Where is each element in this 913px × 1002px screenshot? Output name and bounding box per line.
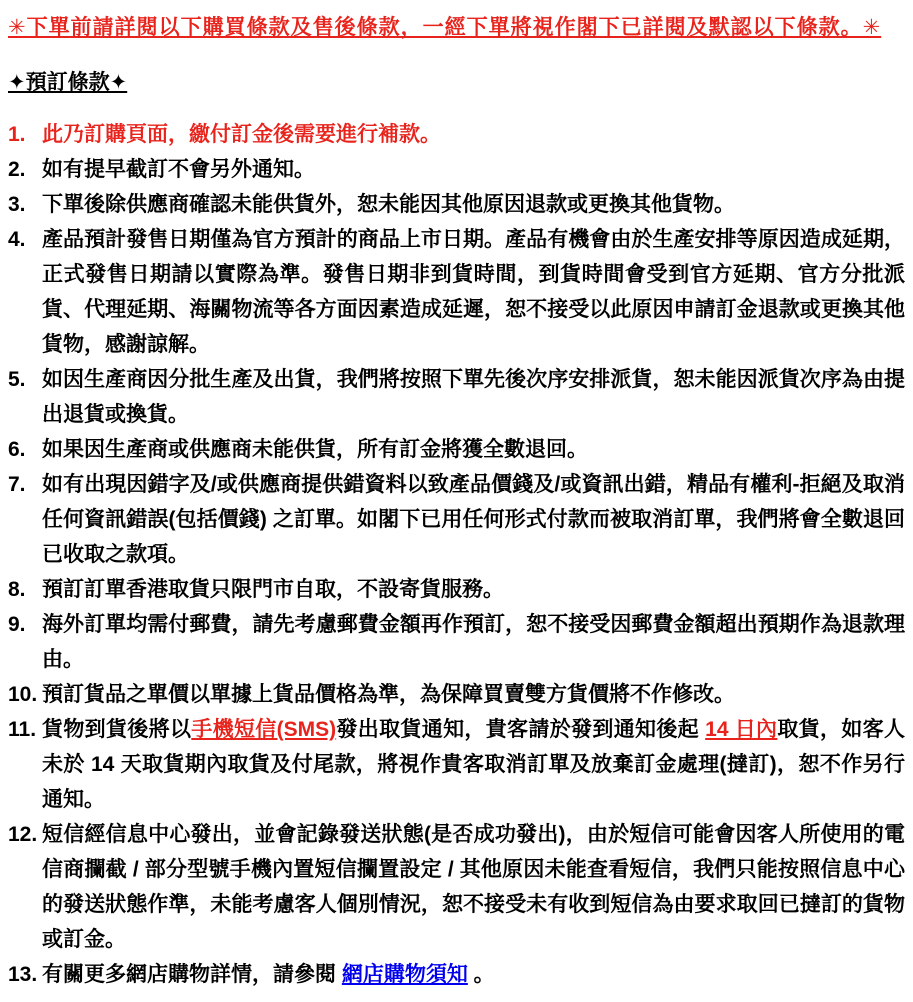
term-item-10 [8, 677, 905, 712]
section-title-preorder-terms: ✦預訂條款✦ [8, 71, 128, 94]
term-number: 2. [8, 158, 26, 181]
term-text: 海外訂單均需付郵費，請先考慮郵費金額再作預訂，恕不接受因郵費金額超出預期作為退款理由。 [42, 613, 905, 671]
term-text: 產品預計發售日期僅為官方預計的商品上市日期。產品有機會由於生產安排等原因造成延期，正式發售日期請以實際為準。發售日期非到貨時間，到貨時間會受到官方延期、官方分批派貨、代理延期、海關物流等各方面因素造成延遲，恕不接受以此原因申請訂金退款或更換其他貨物，感謝諒解。 [42, 228, 905, 356]
term-number: 8. [8, 578, 26, 601]
term-number: 4. [8, 228, 26, 251]
terms-list [8, 117, 905, 992]
term-text [42, 718, 905, 811]
term-number: 13. [8, 963, 38, 986]
term-number: 6. [8, 438, 26, 461]
term-item-9 [8, 607, 905, 677]
term-number: 5. [8, 368, 26, 391]
term-text: 如果因生產商或供應商未能供貨，所有訂金將獲全數退回。 [42, 438, 588, 461]
term-number: 12. [8, 823, 38, 846]
term-text: 如因生產商因分批生產及出貨，我們將按照下單先後次序安排派貨，恕未能因派貨次序為由提出退貨或換貨。 [42, 368, 905, 426]
term-item-6 [8, 432, 905, 467]
term-item-11 [8, 712, 905, 817]
term-number: 3. [8, 193, 26, 216]
pickup-deadline-highlight: 14 日內 [705, 718, 778, 741]
term-item-1 [8, 117, 905, 152]
term-item-12 [8, 817, 905, 957]
term-text-segment: 貨物到貨後將以 [42, 718, 192, 741]
term-item-7 [8, 467, 905, 572]
term-item-4 [8, 222, 905, 362]
term-text [42, 963, 495, 986]
term-number: 7. [8, 473, 26, 496]
term-item-5 [8, 362, 905, 432]
pre-order-warning-notice: ✳下單前請詳閱以下購買條款及售後條款，一經下單將視作閣下已詳閱及默認以下條款。✳ [8, 16, 882, 39]
term-text: 預訂訂單香港取貨只限門市自取，不設寄貨服務。 [42, 578, 504, 601]
term-number: 10. [8, 683, 38, 706]
term-item-13 [8, 957, 905, 992]
term-item-2 [8, 152, 905, 187]
sms-notice-highlight: 手機短信(SMS) [191, 718, 337, 741]
term-text: 下單後除供應商確認未能供貨外，恕未能因其他原因退款或更換其他貨物。 [42, 193, 735, 216]
term-text: 短信經信息中心發出，並會記錄發送狀態(是否成功發出)，由於短信可能會因客人所使用的電信商攔截 / 部分型號手機內置短信攔置設定 / 其他原因未能查看短信，我們只能按照信息中心的發送狀態作準，未能考慮客人個別情況，恕不接受未有收到短信為由要求取回已撻訂的貨物或訂金。 [42, 823, 905, 951]
term-number: 9. [8, 613, 26, 636]
term-number: 1. [8, 123, 26, 146]
term-item-8 [8, 572, 905, 607]
term-text: 如有提早截訂不會另外通知。 [42, 158, 315, 181]
shop-guide-link[interactable]: 網店購物須知 [341, 963, 468, 986]
term-text-segment: 發出取貨通知，貴客請於發到通知後起 [336, 718, 706, 741]
term-item-3 [8, 187, 905, 222]
term-text-segment: 取貨，如客人未於 14 天取貨期內取貨及付尾款，將視作貴客取消訂單及放棄訂金處理(撻訂)，恕不作另行通知。 [42, 718, 905, 811]
term-number: 11. [8, 718, 37, 741]
term-text-segment: 。 [467, 963, 495, 986]
term-text: 預訂貨品之單價以單據上貨品價格為準，為保障買賣雙方貨價將不作修改。 [42, 683, 735, 706]
term-text: 如有出現因錯字及/或供應商提供錯資料以致產品價錢及/或資訊出錯，精品有權利-拒絕及取消任何資訊錯誤(包括價錢) 之訂單。如閣下已用任何形式付款而被取消訂單，我們將會全數退回已收取之款項。 [42, 473, 905, 566]
term-text: 此乃訂購頁面，繳付訂金後需要進行補款。 [42, 123, 441, 146]
term-text-segment: 有關更多網店購物詳情，請參閱 [42, 963, 342, 986]
